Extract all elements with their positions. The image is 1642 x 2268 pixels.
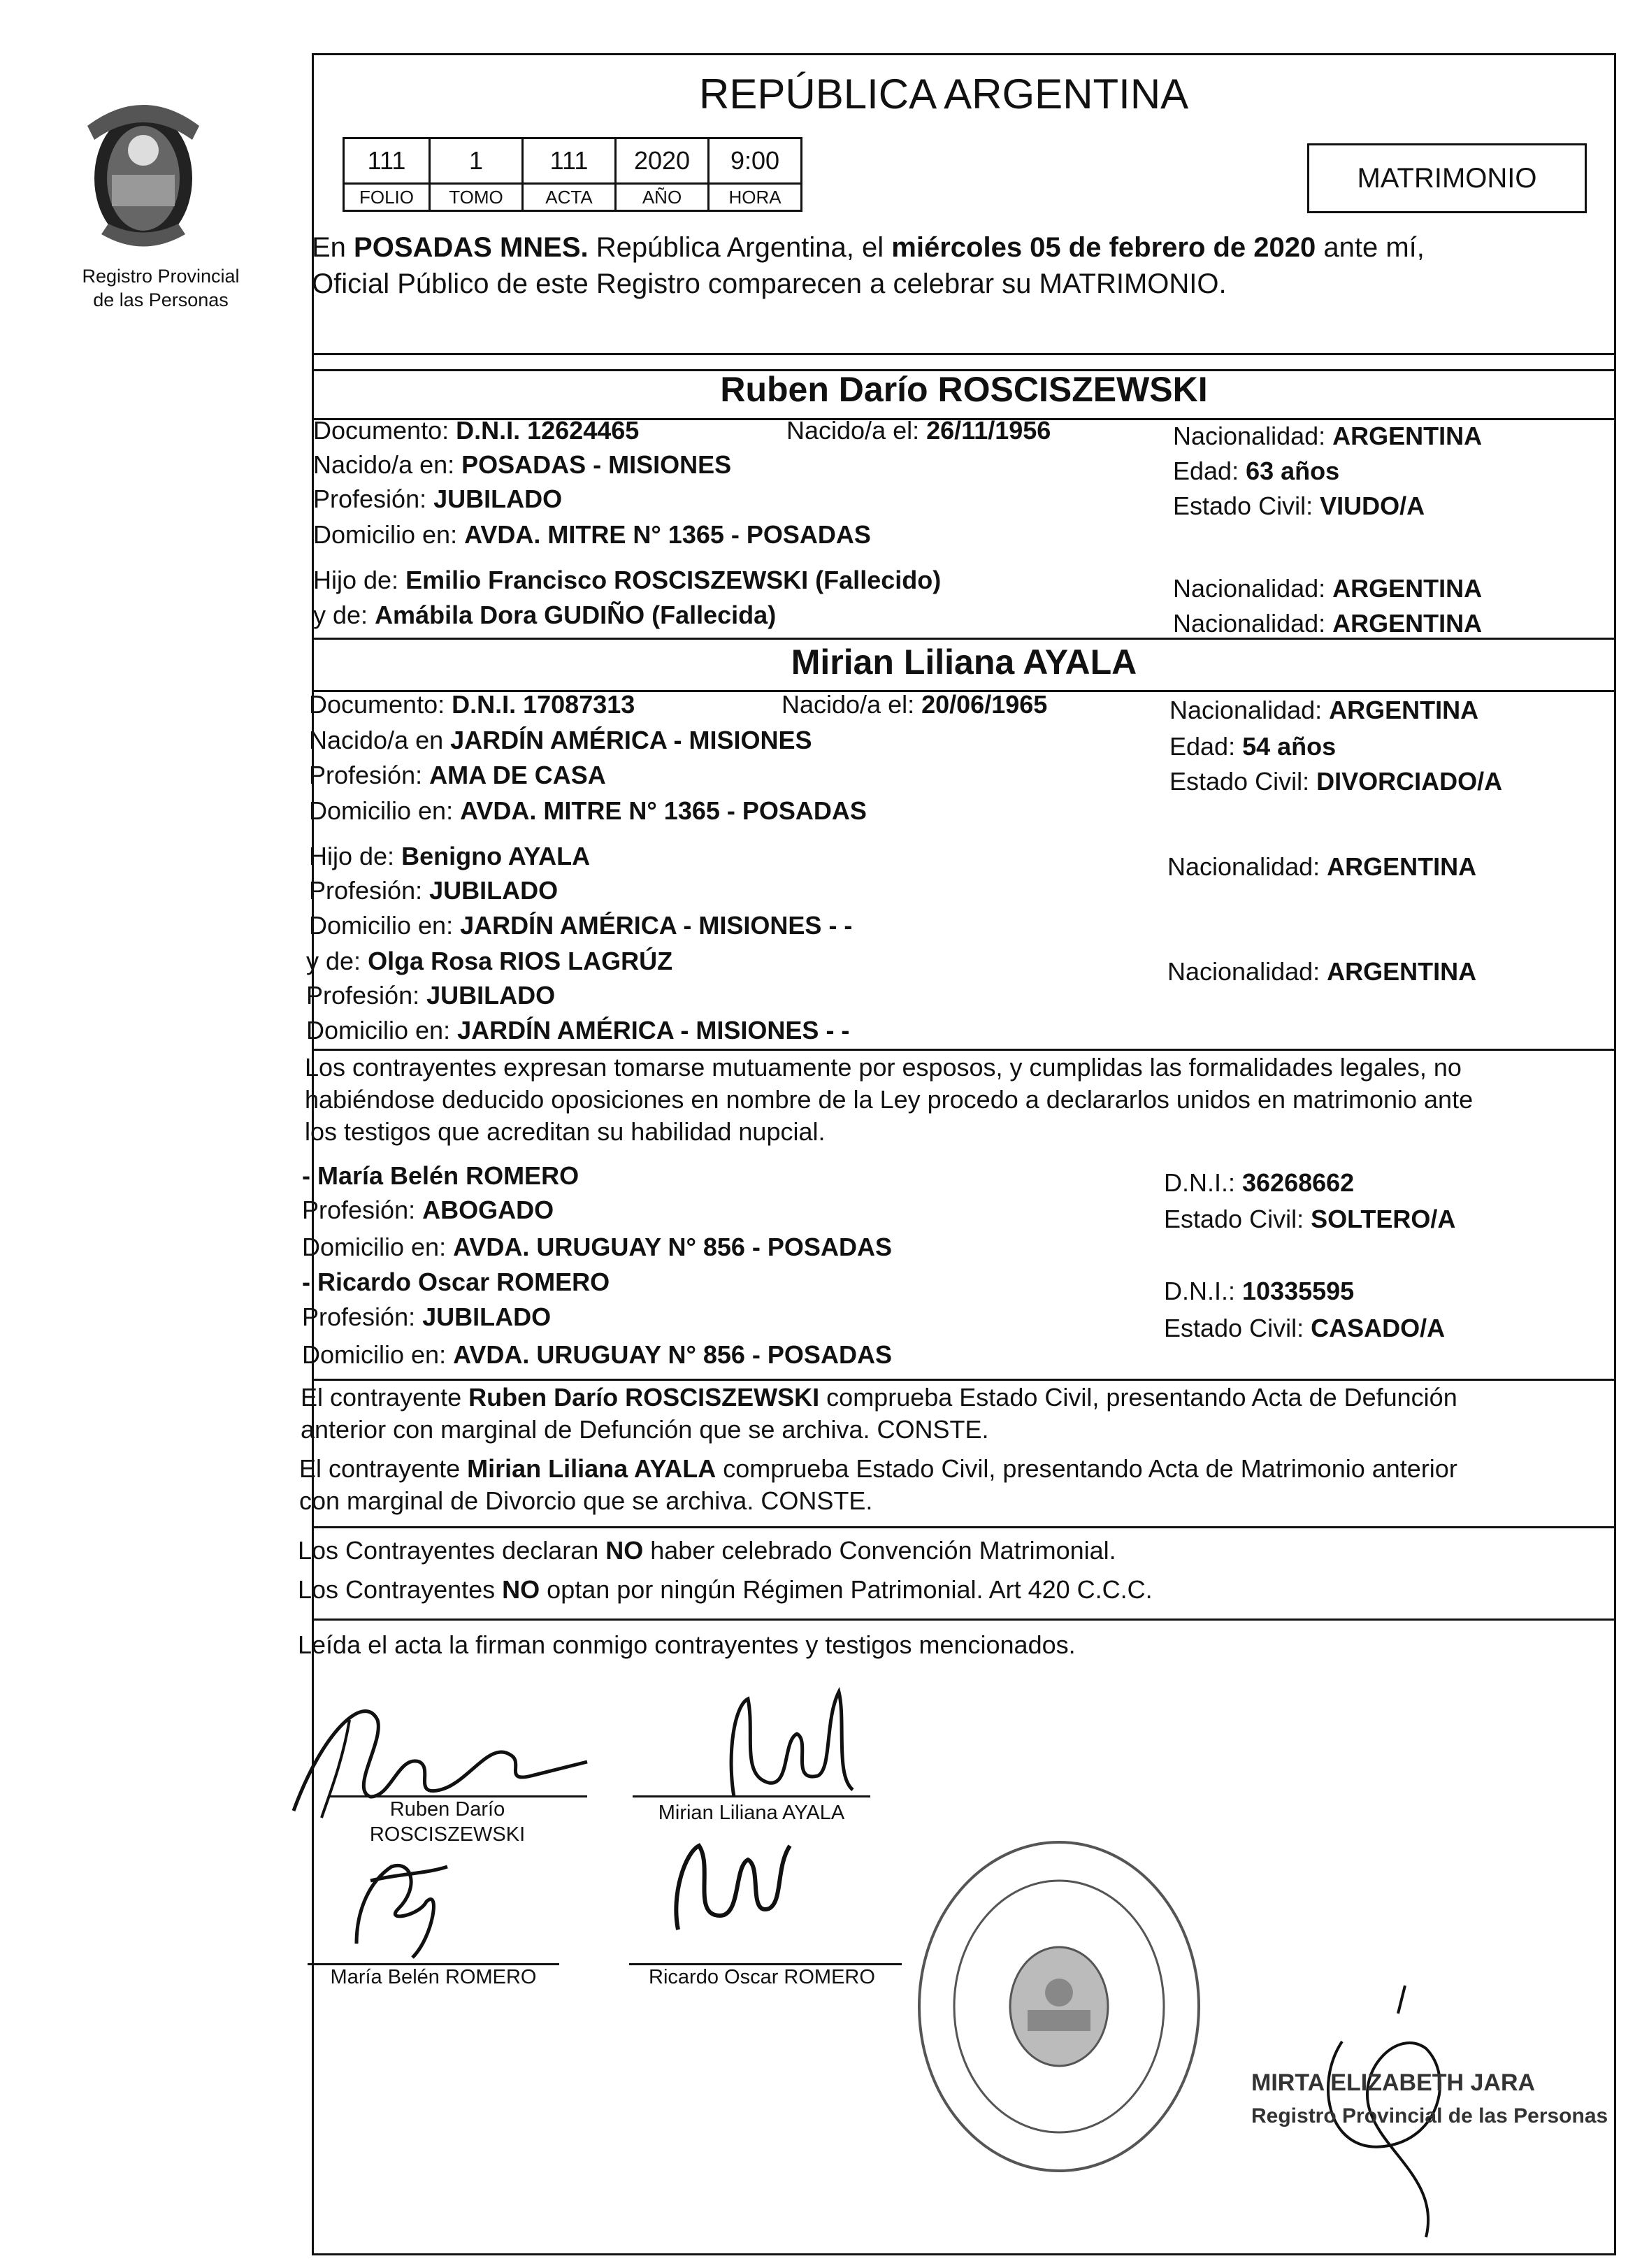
groom-mother-nationality: Nacionalidad: ARGENTINA: [1173, 609, 1483, 638]
witness-2-signature-icon: [650, 1825, 804, 1951]
bride-signature-line: [633, 1795, 870, 1797]
groom-nationality: Nacionalidad: ARGENTINA: [1173, 422, 1483, 450]
bride-signature-name: Mirian Liliana AYALA: [658, 1802, 845, 1824]
closing-statement: Leída el acta la firman conmigo contrayentes y testigos mencionados.: [298, 1630, 1076, 1659]
bride-civil-status: Estado Civil: DIVORCIADO/A: [1169, 767, 1503, 796]
groom-birthdate: Nacido/a el: 26/11/1956: [786, 416, 1051, 445]
bride-mother-nationality: Nacionalidad: ARGENTINA: [1167, 957, 1477, 986]
bride-mother-profession: Profesión: JUBILADO: [306, 981, 556, 1010]
witness-2-civil-status: Estado Civil: CASADO/A: [1164, 1314, 1446, 1342]
official-office: Registro Provincial de las Personas: [1251, 2104, 1608, 2127]
bride-signature-icon: [713, 1678, 867, 1811]
groom-father: Hijo de: Emilio Francisco ROSCISZEWSKI (Fallecido): [313, 566, 942, 594]
divider: [312, 638, 1616, 640]
divider: [312, 1619, 1616, 1621]
folio-label: FOLIO: [344, 184, 430, 211]
divider: [312, 353, 1616, 355]
official-name: MIRTA ELIZABETH JARA: [1251, 2069, 1536, 2096]
witness-2-signature-name: Ricardo Oscar ROMERO: [649, 1966, 875, 1988]
registry-table: [343, 137, 802, 212]
bride-birthdate: Nacido/a el: 20/06/1965: [782, 690, 1048, 719]
bride-father: Hijo de: Benigno AYALA: [309, 842, 591, 870]
ano-value: 2020: [616, 138, 709, 184]
groom-signature-name: Ruben Darío ROSCISZEWSKI: [369, 1798, 526, 1846]
groom-profession: Profesión: JUBILADO: [313, 485, 563, 513]
registry-stamp-icon: [909, 1832, 1209, 2181]
bride-age: Edad: 54 años: [1169, 732, 1337, 761]
tomo-label: TOMO: [430, 184, 523, 211]
groom-document: Documento: D.N.I. 12624465: [313, 416, 640, 445]
witness-1-civil-status: Estado Civil: SOLTERO/A: [1164, 1205, 1456, 1233]
bride-father-nationality: Nacionalidad: ARGENTINA: [1167, 852, 1477, 881]
groom-address: Domicilio en: AVDA. MITRE N° 1365 - POSADAS: [313, 520, 871, 549]
witness-1-name: - María Belén ROMERO: [302, 1161, 579, 1190]
bride-address: Domicilio en: AVDA. MITRE N° 1365 - POSADAS: [309, 796, 867, 825]
regime-paragraph: Los Contrayentes declaran NO haber celebrado Convención Matrimonial. Los Contrayentes NO optan por ningún Régimen Patrimonial. Art 420 C.C.C.: [298, 1536, 1153, 1604]
witness-2-name: - Ricardo Oscar ROMERO: [302, 1268, 610, 1296]
bride-mother-address: Domicilio en: JARDÍN AMÉRICA - MISIONES - -: [306, 1016, 850, 1045]
ano-label: AÑO: [616, 184, 709, 211]
bride-father-profession: Profesión: JUBILADO: [309, 876, 559, 905]
page-title: REPÚBLICA ARGENTINA: [699, 71, 1189, 117]
folio-value: 111: [344, 138, 430, 184]
logo-caption: Registro Provincial de las Personas: [82, 266, 240, 310]
bride-profession: Profesión: AMA DE CASA: [309, 761, 606, 789]
groom-age: Edad: 63 años: [1173, 457, 1340, 485]
hora-label: HORA: [709, 184, 802, 211]
divider: [312, 1049, 1616, 1051]
bride-nationality: Nacionalidad: ARGENTINA: [1169, 696, 1479, 724]
bride-father-address: Domicilio en: JARDÍN AMÉRICA - MISIONES - -: [309, 911, 853, 940]
witness-2-profession: Profesión: JUBILADO: [302, 1302, 552, 1331]
tomo-value: 1: [430, 138, 523, 184]
bride-mother: y de: Olga Rosa RIOS LAGRÚZ: [306, 947, 673, 975]
intro-paragraph: En POSADAS MNES. República Argentina, el miércoles 05 de febrero de 2020 ante mí, Oficial Público de este Registro comparecen a celebrar su MATRIMONIO.: [312, 232, 1425, 299]
groom-civil-status: Estado Civil: VIUDO/A: [1173, 491, 1425, 520]
divider: [312, 1379, 1616, 1381]
groom-birthplace: Nacido/a en: POSADAS - MISIONES: [313, 450, 732, 479]
hora-value: 9:00: [709, 138, 802, 184]
note-bride-civil-status: El contrayente Mirian Liliana AYALA comprueba Estado Civil, presentando Acta de Matrimonio anterior con marginal de Divorcio que se archiva. CONSTE.: [299, 1454, 1457, 1515]
witness-2-address: Domicilio en: AVDA. URUGUAY N° 856 - POSADAS: [302, 1340, 892, 1369]
witness-2-dni: D.N.I.: 10335595: [1164, 1277, 1355, 1305]
bride-birthplace: Nacido/a en JARDÍN AMÉRICA - MISIONES: [309, 726, 812, 754]
witness-1-dni: D.N.I.: 36268662: [1164, 1168, 1355, 1197]
witness-1-signature-name: María Belén ROMERO: [330, 1966, 537, 1988]
groom-name-heading: Ruben Darío ROSCISZEWSKI: [720, 370, 1208, 409]
acta-value: 111: [523, 138, 616, 184]
witness-1-address: Domicilio en: AVDA. URUGUAY N° 856 - POSADAS: [302, 1233, 892, 1261]
declaration-paragraph: Los contrayentes expresan tomarse mutuamente por esposos, y cumplidas las formalidades legales, no habiéndose deducido oposiciones en nombre de la Ley procedo a declararlos unidos en matrimonio ante los testigos que acreditan su habilidad nupcial.: [305, 1053, 1474, 1146]
document-type-box: MATRIMONIO: [1307, 143, 1587, 213]
note-groom-civil-status: El contrayente Ruben Darío ROSCISZEWSKI comprueba Estado Civil, presentando Acta de Defunción anterior con marginal de Defunción que se archiva. CONSTE.: [301, 1383, 1457, 1444]
bride-name-heading: Mirian Liliana AYALA: [791, 643, 1137, 682]
acta-label: ACTA: [523, 184, 616, 211]
misiones-coat-of-arms-icon: [73, 84, 213, 259]
groom-father-nationality: Nacionalidad: ARGENTINA: [1173, 574, 1483, 603]
divider: [312, 1526, 1616, 1528]
groom-mother: y de: Amábila Dora GUDIÑO (Fallecida): [313, 601, 777, 629]
bride-document: Documento: D.N.I. 17087313: [309, 690, 635, 719]
witness-1-profession: Profesión: ABOGADO: [302, 1196, 554, 1224]
witness-1-signature-icon: [329, 1846, 482, 1972]
